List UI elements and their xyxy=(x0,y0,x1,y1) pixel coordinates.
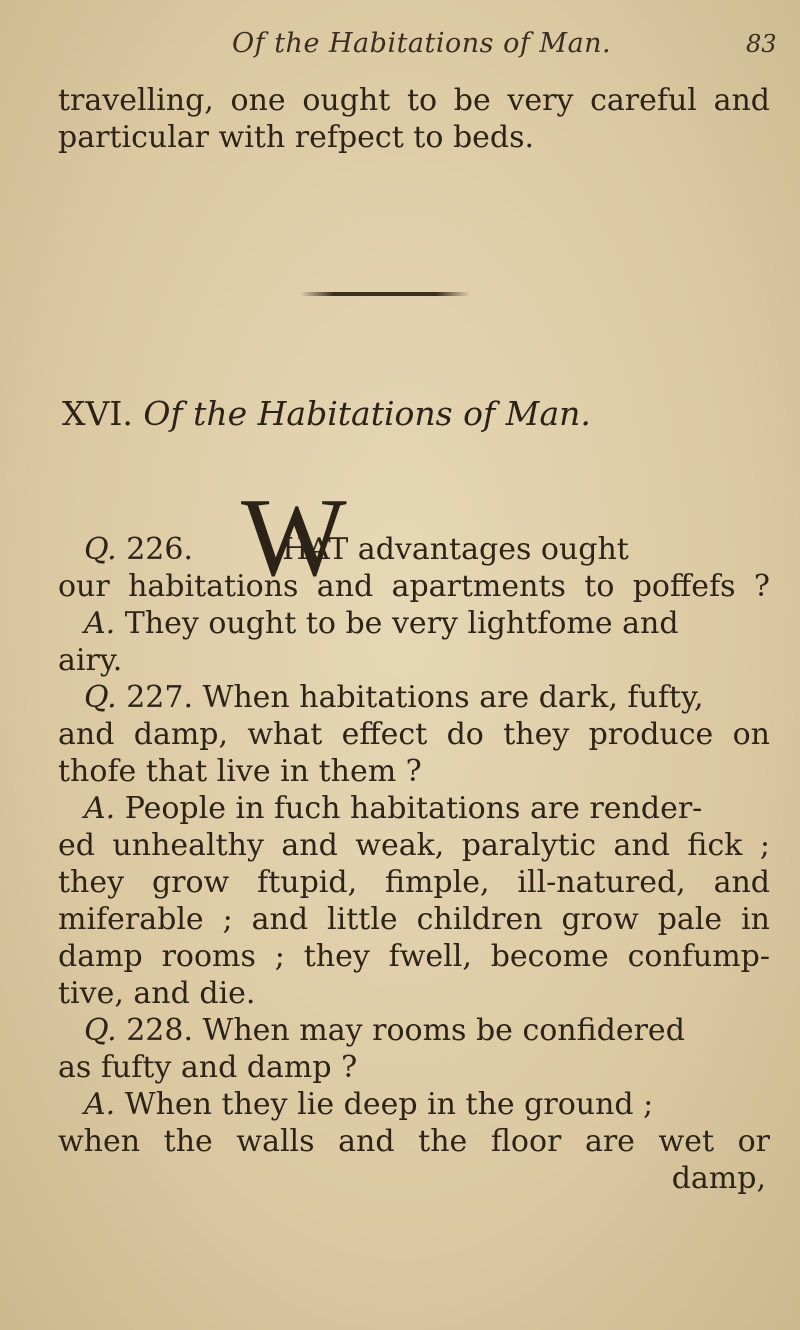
question-number: 226. xyxy=(126,532,193,567)
text-line xyxy=(58,679,770,716)
section-title: Of the Habitations of Man. xyxy=(143,394,591,433)
page-number: 83 xyxy=(746,30,777,58)
question-text: HAT advantages ought xyxy=(282,532,629,567)
question-text: 228. When may rooms be confidered xyxy=(126,1013,685,1048)
question-label: Q. xyxy=(84,1013,117,1048)
text-line xyxy=(58,1086,770,1123)
text-line: damp rooms ; they fwell, become confump- xyxy=(58,939,770,974)
text-line: as fufty and damp ? xyxy=(58,1050,358,1085)
text-line: particular with refpect to beds. xyxy=(58,120,535,155)
answer-text: They ought to be very lightfome and xyxy=(124,606,679,641)
catchword: damp, xyxy=(671,1161,766,1196)
text-line: when the walls and the floor are wet or xyxy=(58,1124,770,1159)
text-line xyxy=(58,790,770,827)
text-line: miferable ; and little children grow pale in xyxy=(58,902,770,937)
section-number: XVI. xyxy=(62,394,133,433)
section-divider xyxy=(300,292,470,296)
question-228 xyxy=(58,1012,770,1086)
text-line: thofe that live in them ? xyxy=(58,754,422,789)
answer-label: A. xyxy=(84,791,116,826)
text-line: travelling, one ought to be very careful and xyxy=(58,83,770,118)
question-227 xyxy=(58,679,770,790)
answer-226 xyxy=(58,605,770,679)
running-head xyxy=(0,28,800,68)
question-226 xyxy=(58,531,770,605)
answer-228 xyxy=(58,1086,770,1197)
answer-label: A. xyxy=(84,1087,116,1122)
text-line: tive, and die. xyxy=(58,976,256,1011)
text-line: ed unhealthy and weak, paralytic and fick ; xyxy=(58,828,770,863)
text-line xyxy=(58,605,770,642)
running-head-title: Of the Habitations of Man. xyxy=(232,28,612,59)
text-line: they grow ftupid, fimple, ill-natured, and xyxy=(58,865,770,900)
answer-text: When they lie deep in the ground ; xyxy=(124,1087,654,1122)
text-line xyxy=(58,531,770,568)
text-line: airy. xyxy=(58,643,123,678)
text-line xyxy=(58,1012,770,1049)
answer-text: People in fuch habitations are render- xyxy=(124,791,703,826)
question-text: 227. When habitations are dark, fufty, xyxy=(126,680,704,715)
question-label: Q. xyxy=(84,680,117,715)
text-line: and damp, what effect do they produce on xyxy=(58,717,770,752)
drop-cap: W xyxy=(241,476,347,600)
section-heading xyxy=(62,394,591,433)
answer-227 xyxy=(58,790,770,1012)
question-label: Q. xyxy=(84,532,117,567)
answer-label: A. xyxy=(84,606,116,641)
intro-paragraph xyxy=(58,82,770,156)
text-line: our habitations and apartments to poffefs ? xyxy=(58,569,770,604)
